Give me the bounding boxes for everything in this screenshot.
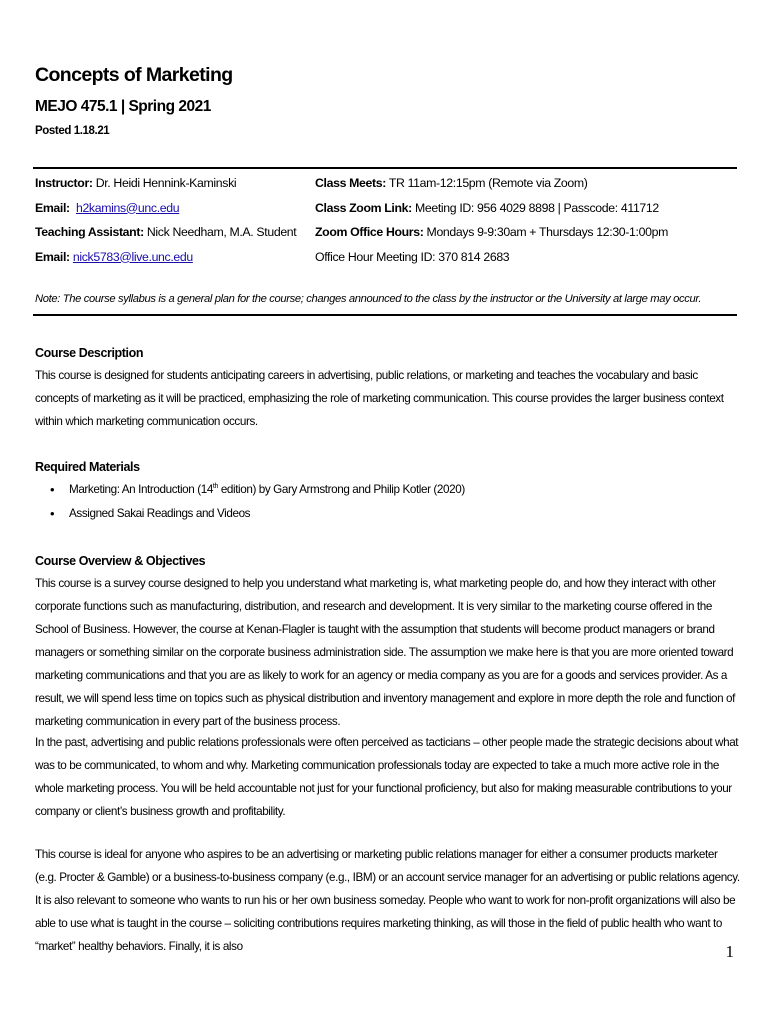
class-meets-value: TR 11am-12:15pm (Remote via Zoom) bbox=[385, 176, 588, 190]
note-rule bbox=[33, 314, 737, 316]
overview-paragraph-1: This course is a survey course designed to help you understand what marketing is, what marketing people do, and how they interact with other corporate functions such as manufacturing, distribution, and research and development. It is very similar to the marketing course offered in the School of Business. However, the course at Kenan-Flagler is taught with the assumption that students will become product managers or brand managers or something similar on the corporate business administration side. The assumption we make here is that you are more oriented toward marketing communications and that you are as likely to work for an agency or media company as you are for a goods and services provider. As a result, we will spend less time on topics such as physical distribution and inventory management and explore in more depth the role and function of marketing communication in every part of the business process. bbox=[35, 577, 736, 728]
ta-email-link[interactable]: nick5783@live.unc.edu bbox=[72, 249, 193, 264]
ta-label: Teaching Assistant: bbox=[35, 225, 144, 239]
overview-section-2 bbox=[35, 731, 740, 823]
textbook-title: Marketing: An Introduction (14 bbox=[69, 483, 213, 496]
required-materials-heading: Required Materials bbox=[35, 460, 140, 474]
class-info bbox=[315, 171, 735, 269]
instructor-email-label: Email: bbox=[35, 200, 70, 215]
overview-paragraph-2: In the past, advertising and public relations professionals were often perceived as tacticians – other people made the strategic decisions about what was to be communicated, to whom and why. Marketing communication professionals today are expected to take a much more active role in the whole marketing process. You will be held accountable not just for your functional proficiency, but also for making measurable contributions to your company or client’s business growth and profitability. bbox=[35, 736, 739, 818]
header-rule bbox=[33, 167, 737, 169]
ta-value: Nick Needham, M.A. Student bbox=[143, 225, 297, 239]
instructor-info bbox=[35, 171, 315, 269]
page-number: 1 bbox=[725, 942, 734, 961]
overview-section bbox=[35, 550, 740, 733]
readings-item: Assigned Sakai Readings and Videos bbox=[69, 507, 251, 520]
instructor-value: Dr. Heidi Hennink-Kaminski bbox=[92, 176, 237, 190]
ta-email-row bbox=[35, 245, 315, 270]
materials-list bbox=[35, 478, 740, 526]
course-description-body: This course is designed for students anticipating careers in advertising, public relations, or marketing and teaches the vocabulary and basic concepts of marketing as it will be practiced, emphasizing the role of marketing communication. This course provides the larger business context within which marketing communication occurs. bbox=[35, 369, 724, 428]
office-hours-value: Mondays 9-9:30am + Thursdays 12:30-1:00pm bbox=[423, 225, 668, 239]
course-description-heading: Course Description bbox=[35, 346, 144, 360]
textbook-authors: edition) by Gary Armstrong and Philip Kotler (2020) bbox=[217, 483, 465, 496]
list-item bbox=[35, 478, 740, 502]
ta-email-label: Email: bbox=[35, 249, 70, 264]
office-hours-row bbox=[315, 220, 735, 245]
instructor-email-row bbox=[35, 196, 315, 221]
course-description-section bbox=[35, 342, 740, 433]
instructor-email-link[interactable]: h2kamins@unc.edu bbox=[75, 200, 180, 215]
syllabus-note: Note: The course syllabus is a general plan for the course; changes announced to the class by the instructor or the University at large may occur. bbox=[35, 293, 702, 305]
posted-date: Posted 1.18.21 bbox=[35, 125, 110, 137]
ta-row bbox=[35, 220, 315, 245]
class-meets-label: Class Meets: bbox=[315, 176, 386, 190]
office-hours-label: Zoom Office Hours: bbox=[315, 225, 424, 239]
list-item bbox=[35, 502, 740, 526]
course-code: MEJO 475.1 | Spring 2021 bbox=[35, 98, 211, 115]
document-title: Concepts of Marketing bbox=[35, 64, 233, 86]
edition-sup: th bbox=[212, 483, 218, 491]
instructor-label: Instructor: bbox=[35, 176, 93, 190]
office-meeting-value: Office Hour Meeting ID: 370 814 2683 bbox=[315, 249, 510, 264]
office-meeting-row bbox=[315, 245, 735, 270]
class-meets-row bbox=[315, 171, 735, 196]
overview-section-3 bbox=[35, 843, 740, 958]
required-materials-section bbox=[35, 456, 740, 526]
overview-paragraph-3: This course is ideal for anyone who aspires to be an advertising or marketing public relations manager for either a consumer products marketer (e.g. Procter & Gamble) or a business-to-business company (e.g., IBM) or an account service manager for an advertising or public relations agency. It is also relevant to someone who wants to run his or her own business someday. People who want to work for non-profit organizations will also be able to use what is taught in the course – soliciting contributions requires marketing thinking, as will those in the field of public health who want to “market” healthy behaviors. Finally, it is also bbox=[35, 848, 740, 953]
zoom-link-row bbox=[315, 196, 735, 221]
zoom-link-label: Class Zoom Link: bbox=[315, 200, 412, 215]
zoom-link-value: Meeting ID: 956 4029 8898 | Passcode: 411712 bbox=[411, 200, 659, 215]
overview-heading: Course Overview & Objectives bbox=[35, 554, 206, 568]
instructor-row bbox=[35, 171, 315, 196]
